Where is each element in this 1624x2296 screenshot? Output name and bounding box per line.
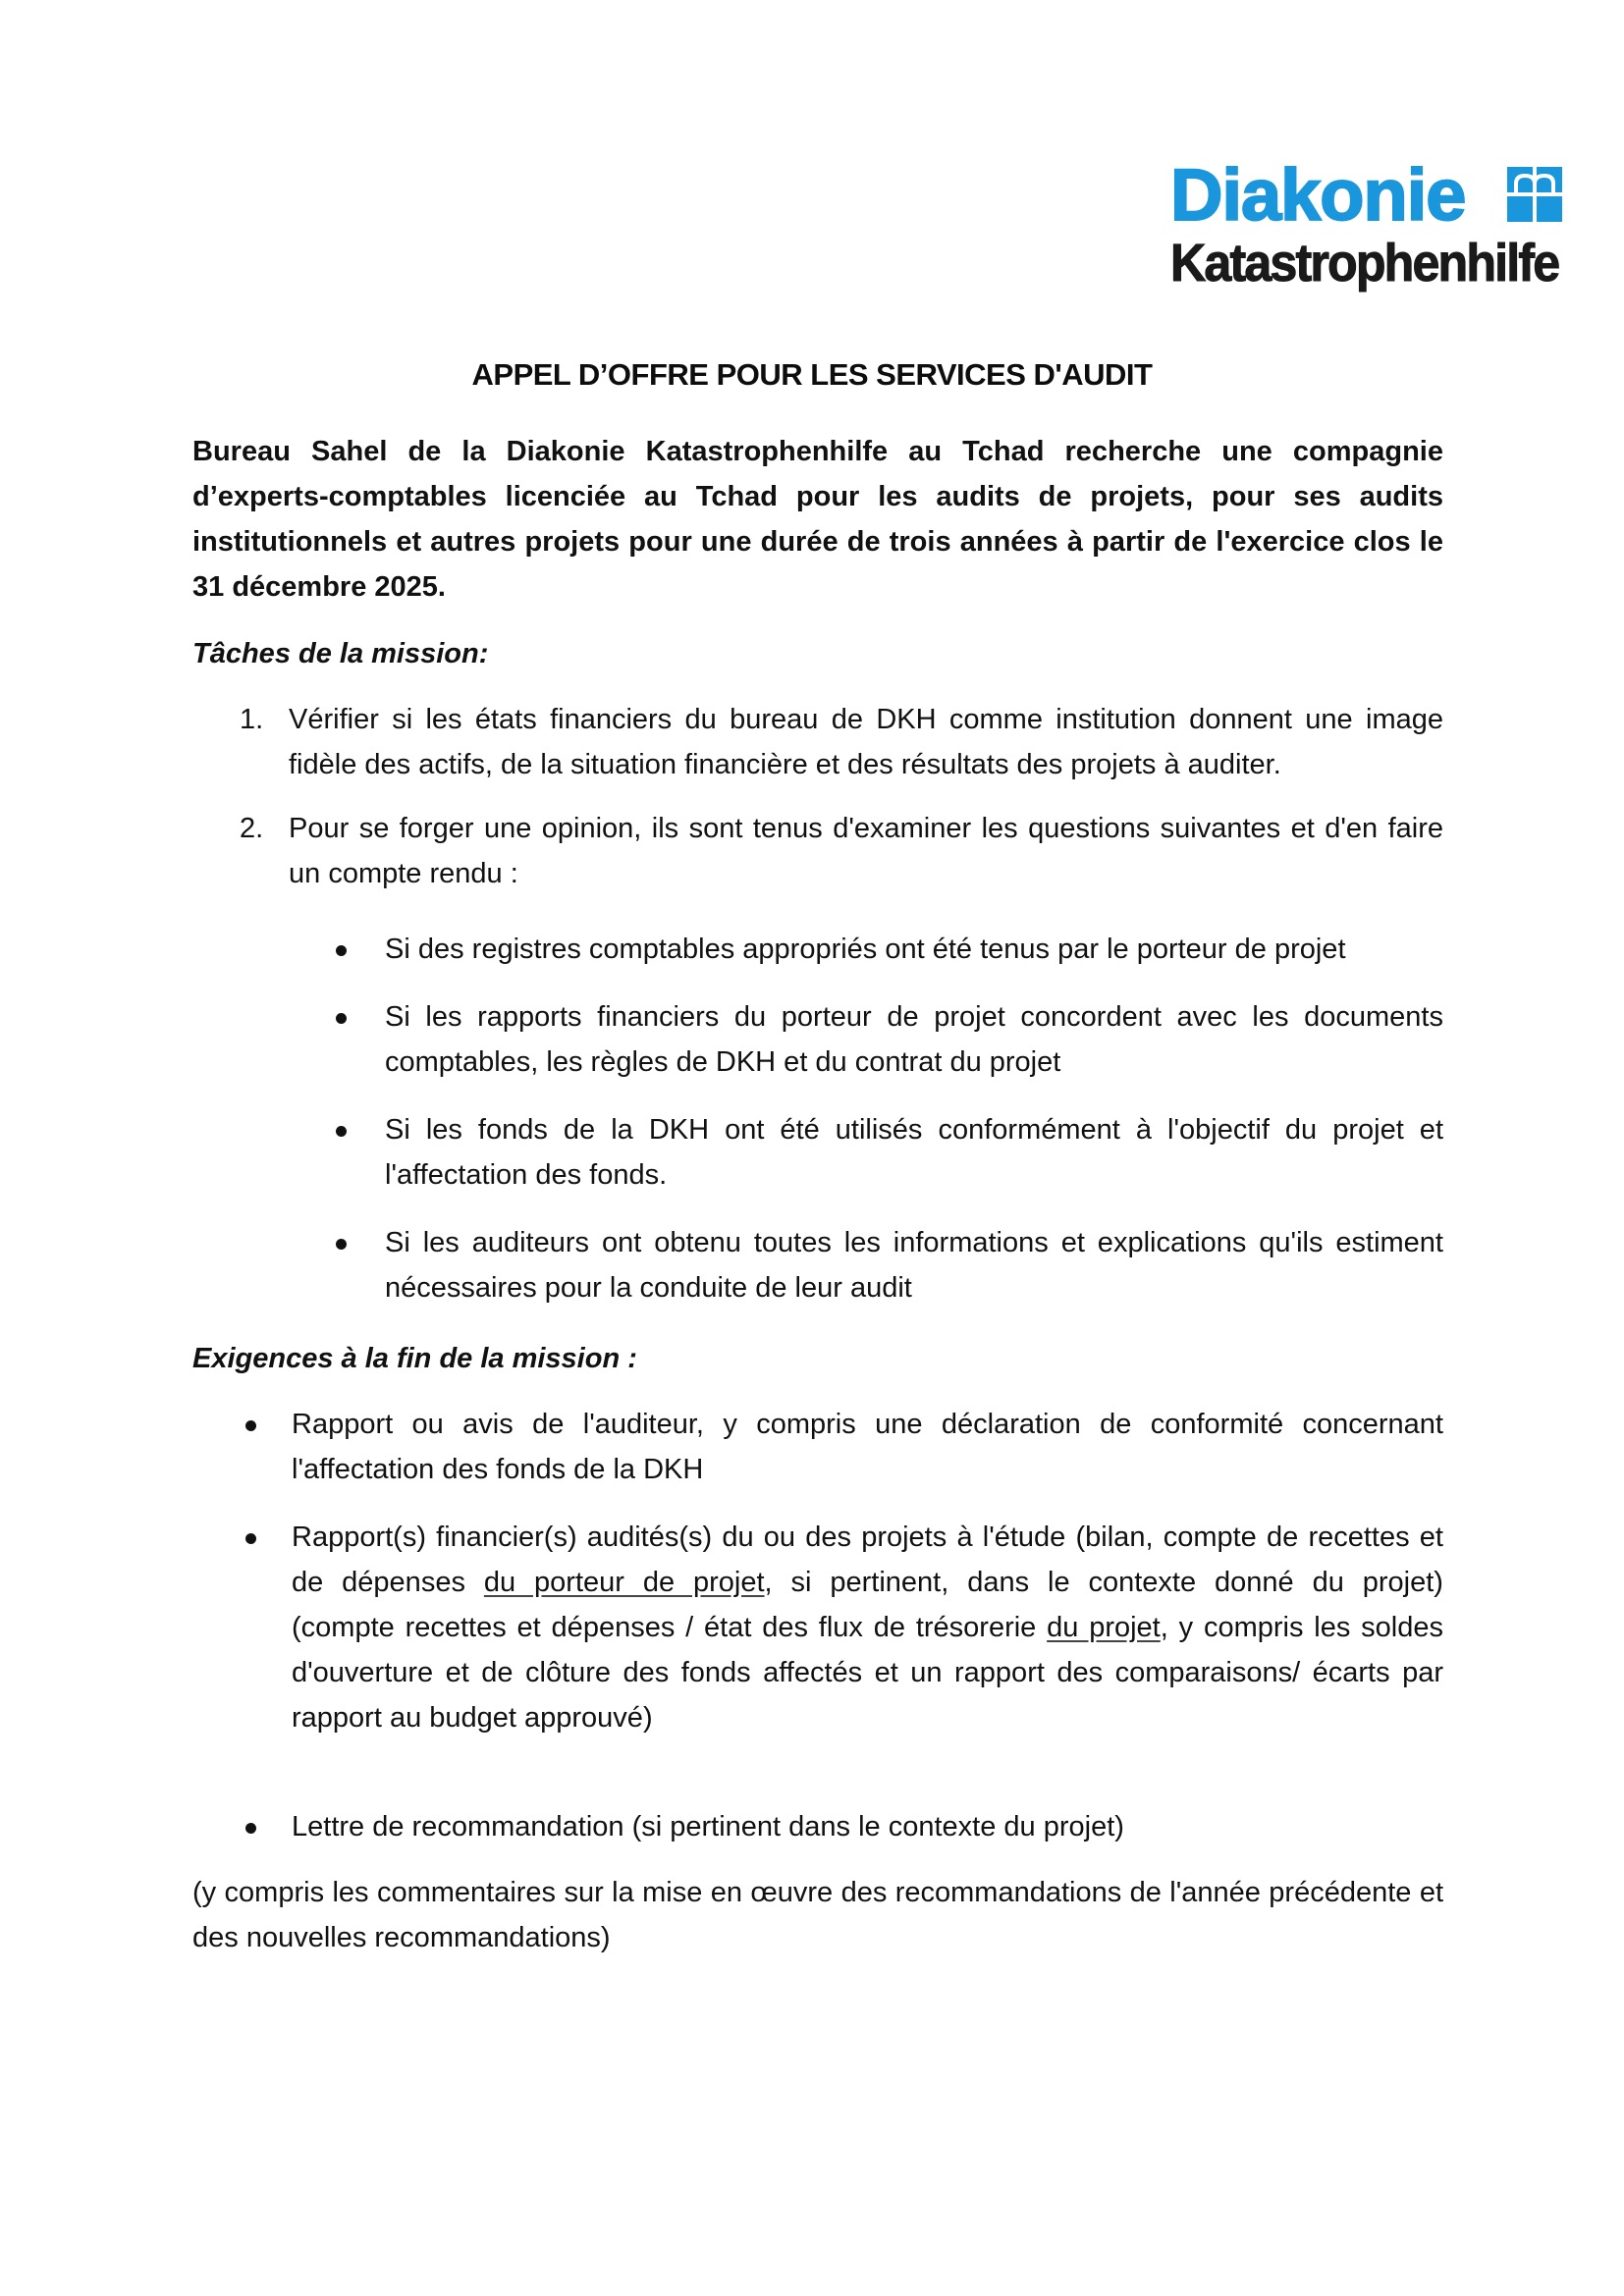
- subitem-text: Si les rapports financiers du porteur de projet concordent avec les documents comptables, les règles de DKH et du contrat du projet: [385, 1001, 1443, 1078]
- requirement-item: [245, 1804, 1443, 1849]
- subitem: [336, 1220, 1443, 1310]
- task-item: [240, 697, 1443, 787]
- subitem: [336, 994, 1443, 1085]
- task-number: 2.: [240, 813, 264, 844]
- diakonie-cross-icon: [1507, 167, 1562, 222]
- intro-paragraph: Bureau Sahel de la Diakonie Katastrophenhilfe au Tchad recherche une compagnie d’experts-comptables licenciée au Tchad pour les audits de projets, pour ses audits institutionnels et autres projets pour une durée de trois années à partir de l'exercice clos le 31 décembre 2025.: [192, 436, 1443, 603]
- tasks-heading: Tâches de la mission:: [192, 638, 489, 669]
- logo-brand-top: Diakonie: [1170, 154, 1466, 236]
- closing-paragraph: (y compris les commentaires sur la mise en œuvre des recommandations de l'année précédente et des nouvelles recommandations): [192, 1877, 1443, 1953]
- subitem-text: Si des registres comptables appropriés ont été tenus par le porteur de projet: [385, 934, 1346, 965]
- underlined-phrase: du projet: [1047, 1612, 1161, 1643]
- requirement-text-3: (compte recettes et dépenses / état des flux de trésorerie: [292, 1612, 1048, 1643]
- requirement-text-part-a: [292, 1515, 1443, 1605]
- bullet-icon: [245, 1533, 256, 1544]
- task-text: Pour se forger une opinion, ils sont tenus d'examiner les questions suivantes et d'en faire un compte rendu :: [289, 813, 1443, 889]
- requirement-text-part-b: [292, 1605, 1443, 1740]
- bullet-icon: [245, 1420, 256, 1431]
- underlined-phrase: du porteur de projet: [483, 1567, 765, 1598]
- subitem-text: Si les fonds de la DKH ont été utilisés conformément à l'objectif du projet et l'affectation des fonds.: [385, 1114, 1443, 1191]
- subitem-text: Si les auditeurs ont obtenu toutes les informations et explications qu'ils estiment nécessaires pour la conduite de leur audit: [385, 1227, 1443, 1304]
- task-number: 1.: [240, 704, 264, 735]
- requirement-text: [292, 1515, 1443, 1740]
- bullet-icon: [336, 1126, 347, 1137]
- task-item: [240, 806, 1443, 896]
- task-text: Vérifier si les états financiers du bureau de DKH comme institution donnent une image fidèle des actifs, de la situation financière et des résultats des projets à auditer.: [289, 704, 1443, 780]
- diakonie-logo: [1170, 154, 1593, 295]
- requirement-text: Lettre de recommandation (si pertinent dans le contexte du projet): [292, 1811, 1124, 1842]
- document-title: APPEL D’OFFRE POUR LES SERVICES D'AUDIT: [471, 357, 1153, 392]
- requirement-text-4: , y compris les soldes d'ouverture et de clôture des fonds affectés et un rapport des comparaisons/ écarts par rapport au budget approuvé): [292, 1612, 1443, 1734]
- logo-brand-bottom: Katastrophenhilfe: [1170, 234, 1559, 293]
- bullet-icon: [245, 1823, 256, 1834]
- bullet-icon: [336, 1013, 347, 1024]
- requirement-item: [245, 1402, 1443, 1492]
- bullet-icon: [336, 1239, 347, 1250]
- requirement-text: Rapport ou avis de l'auditeur, y compris une déclaration de conformité concernant l'affectation des fonds de la DKH: [292, 1409, 1443, 1485]
- logo-top-row: [1170, 154, 1466, 236]
- subitem: [336, 1107, 1443, 1198]
- requirement-text-1: Rapport(s) financier(s) audités(s) du ou des projets à l'étude (bilan, compte de recettes et de dépenses: [292, 1522, 1443, 1598]
- requirement-text-2: , si pertinent, dans le contexte donné du projet): [764, 1567, 1443, 1598]
- subitem: [336, 927, 1443, 972]
- bullet-icon: [336, 945, 347, 956]
- requirement-item: [245, 1515, 1443, 1740]
- requirements-heading: Exigences à la fin de la mission :: [192, 1343, 637, 1374]
